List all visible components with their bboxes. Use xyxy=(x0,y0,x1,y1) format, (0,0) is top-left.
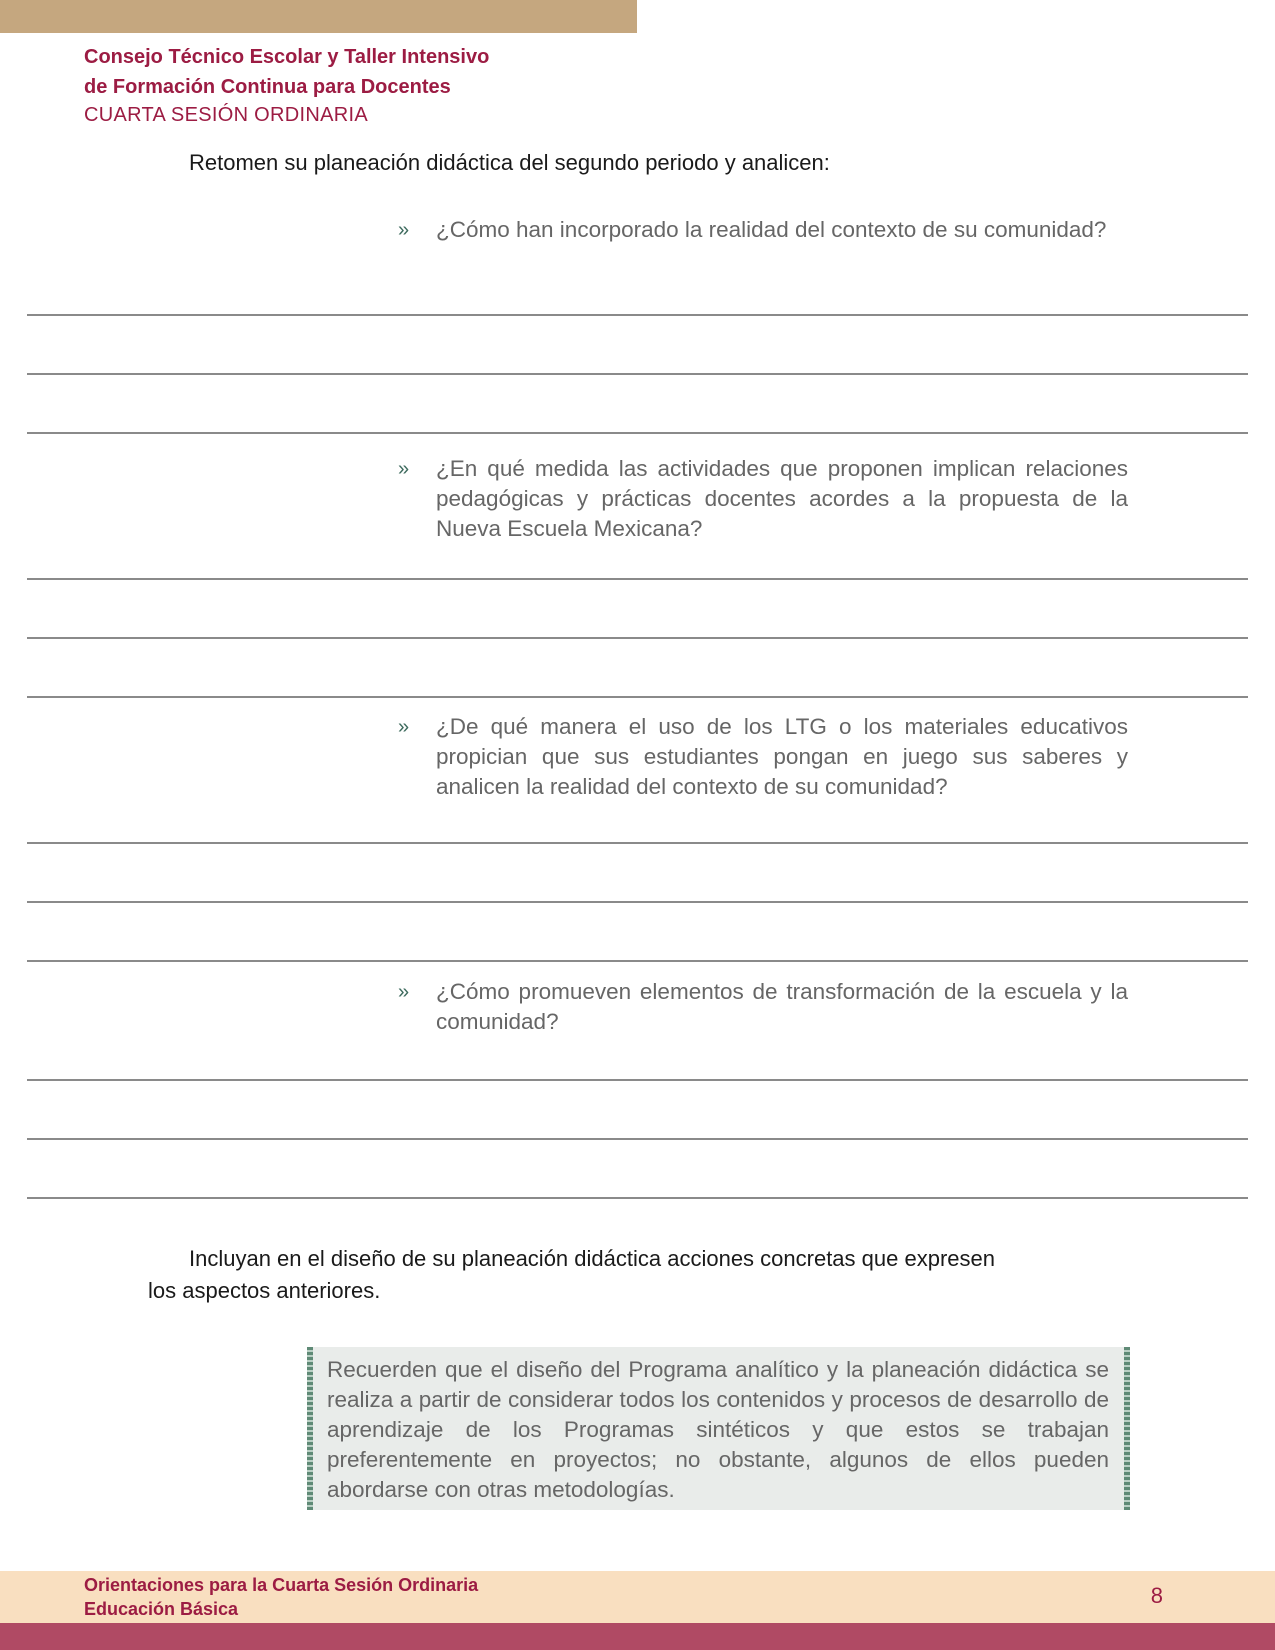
footer-line2: Educación Básica xyxy=(84,1599,239,1619)
answer-line xyxy=(27,960,1248,962)
answer-line xyxy=(27,842,1248,844)
question-text: ¿De qué manera el uso de los LTG o los materiales educativos propician que sus estudiantes pongan en juego sus saberes y analicen la realidad del contexto de su comunidad? xyxy=(436,714,1128,799)
answer-line xyxy=(27,637,1248,639)
header-title-line1: Consejo Técnico Escolar y Taller Intensivo xyxy=(84,46,490,68)
footer-line1: Orientaciones para la Cuarta Sesión Ordinaria xyxy=(84,1575,479,1595)
note-text: Recuerden que el diseño del Programa analítico y la planeación didáctica se realiza a partir de considerar todos los contenidos y procesos de desarrollo de aprendizaje de los Programas sintéticos y que estos se trabajan preferentemente en proyectos; no obstante, algunos de ellos pueden abordarse con otras metodologías. xyxy=(327,1357,1109,1502)
header-session: CUARTA SESIÓN ORDINARIA xyxy=(84,104,368,126)
note-border-right xyxy=(1124,1347,1130,1510)
page-header xyxy=(84,42,489,128)
answer-line xyxy=(27,901,1248,903)
note-box xyxy=(307,1347,1130,1510)
bullet-icon: » xyxy=(398,981,410,1003)
intro-text: Retomen su planeación didáctica del segundo periodo y analicen: xyxy=(189,150,830,175)
closing-text: Incluyan en el diseño de su planeación didáctica acciones concretas que expresen los aspectos anteriores. xyxy=(148,1246,995,1303)
page-footer xyxy=(0,1571,1275,1623)
answer-line xyxy=(27,432,1248,434)
answer-line xyxy=(27,578,1248,580)
bottom-decorative-bar xyxy=(0,1623,1275,1650)
question-text: ¿En qué medida las actividades que proponen implican relaciones pedagógicas y prácticas docentes acordes a la propuesta de la Nueva Escuela Mexicana? xyxy=(436,456,1128,541)
answer-line xyxy=(27,314,1248,316)
bullet-icon: » xyxy=(398,219,410,241)
question-item xyxy=(398,215,1128,245)
answer-line xyxy=(27,1079,1248,1081)
answer-line xyxy=(27,1197,1248,1199)
answer-line xyxy=(27,373,1248,375)
question-text: ¿Cómo han incorporado la realidad del contexto de su comunidad? xyxy=(436,217,1107,242)
question-text: ¿Cómo promueven elementos de transformación de la escuela y la comunidad? xyxy=(436,979,1128,1034)
question-item xyxy=(398,454,1128,544)
bullet-icon: » xyxy=(398,458,410,480)
answer-line xyxy=(27,696,1248,698)
question-item xyxy=(398,712,1128,802)
page-number: 8 xyxy=(1150,1583,1163,1608)
header-title-line2: de Formación Continua para Docentes xyxy=(84,76,451,98)
bullet-icon: » xyxy=(398,716,410,738)
answer-line xyxy=(27,1138,1248,1140)
note-border-left xyxy=(307,1347,313,1510)
top-decorative-bar xyxy=(0,0,637,33)
question-item xyxy=(398,977,1128,1037)
